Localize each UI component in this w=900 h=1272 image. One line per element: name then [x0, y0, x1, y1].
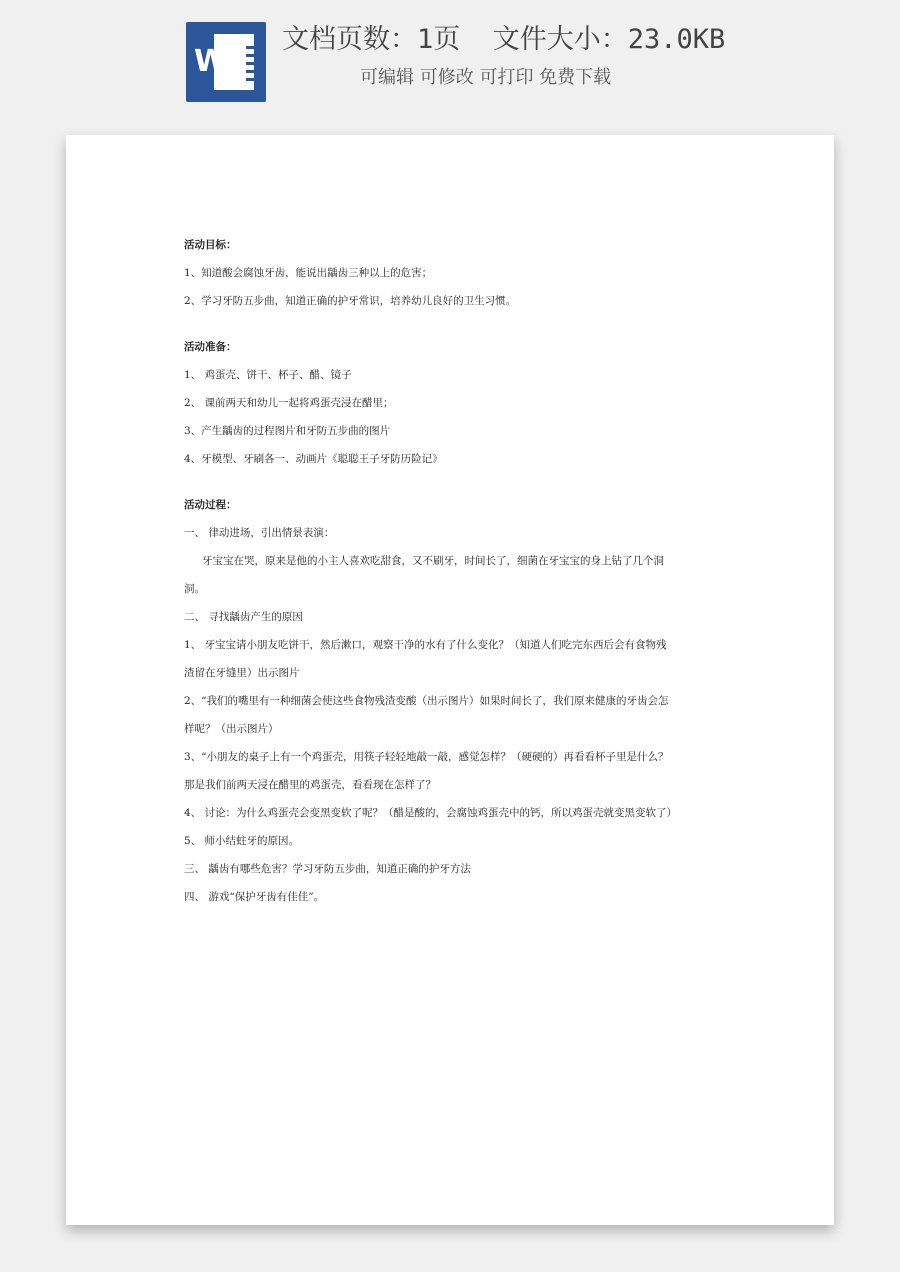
- process-line: 洞。: [184, 583, 205, 595]
- preparation-item: 2、 课前两天和幼儿一起将鸡蛋壳浸在醋里；: [184, 397, 394, 409]
- document-content: [184, 231, 724, 911]
- word-icon-line: [246, 78, 264, 81]
- goal-item: 1、知道酸会腐蚀牙齿，能说出龋齿三种以上的危害；: [184, 267, 433, 279]
- process-line: 渣留在牙缝里）出示图片: [184, 667, 300, 679]
- process-line: 4、 讨论：为什么鸡蛋壳会变黑变软了呢？（醋是酸的，会腐蚀鸡蛋壳中的钙，所以鸡蛋壳就变黑变软了）: [184, 807, 678, 819]
- preparation-item: 1、 鸡蛋壳、饼干、杯子、醋、镜子: [184, 369, 352, 381]
- process-line: 5、 师小结蛀牙的原因。: [184, 835, 300, 847]
- preparation-item: 3、产生龋齿的过程图片和牙防五步曲的图片: [184, 425, 391, 437]
- download-header: [0, 0, 900, 120]
- process-line: 牙宝宝在哭，原来是他的小主人喜欢吃甜食，又不刷牙，时间长了，细菌在牙宝宝的身上钻了几个洞: [202, 555, 664, 567]
- document-features-subtitle: 可编辑 可修改 可打印 免费下载: [360, 67, 612, 88]
- section-title-preparation: 活动准备：: [184, 341, 237, 353]
- process-line: 三、 龋齿有哪些危害？学习牙防五步曲，知道正确的护牙方法: [184, 863, 471, 875]
- word-document-icon: [186, 22, 266, 102]
- word-icon-line: [246, 70, 264, 73]
- section-title-process: 活动过程：: [184, 499, 237, 511]
- process-line: 四、 游戏“保护牙齿有佳佳”。: [184, 891, 325, 903]
- section-title-goals: 活动目标：: [184, 239, 237, 251]
- document-page: [66, 135, 834, 1225]
- process-line: 2、“我们的嘴里有一种细菌会使这些食物残渣变酸（出示图片）如果时间长了，我们原来健康的牙齿会怎: [184, 695, 669, 707]
- word-icon-line: [246, 62, 264, 65]
- word-icon-letter: W: [194, 44, 228, 79]
- process-line: 1、 牙宝宝请小朋友吃饼干，然后漱口，观察干净的水有了什么变化？（知道人们吃完东西后会有食物残: [184, 639, 667, 651]
- goal-item: 2、学习牙防五步曲，知道正确的护牙常识，培养幼儿良好的卫生习惯。: [184, 295, 517, 307]
- process-line: 那是我们前两天浸在醋里的鸡蛋壳，看看现在怎样了？: [184, 779, 436, 791]
- process-line: 一、 律动进场，引出情景表演：: [184, 527, 335, 539]
- process-line: 3、“小朋友的桌子上有一个鸡蛋壳，用筷子轻轻地敲一敲，感觉怎样？（硬硬的）再看看杯子里是什么？: [184, 751, 669, 763]
- word-icon-line: [246, 46, 264, 49]
- word-icon-line: [246, 54, 264, 57]
- process-line: 样呢？（出示图片）: [184, 723, 279, 735]
- process-line: 二、 寻找龋齿产生的原因: [184, 611, 303, 623]
- document-info-title: 文档页数：1页 文件大小：23.0KB: [282, 24, 726, 55]
- preparation-item: 4、牙模型、牙刷各一、动画片《聪聪王子牙防历险记》: [184, 453, 443, 465]
